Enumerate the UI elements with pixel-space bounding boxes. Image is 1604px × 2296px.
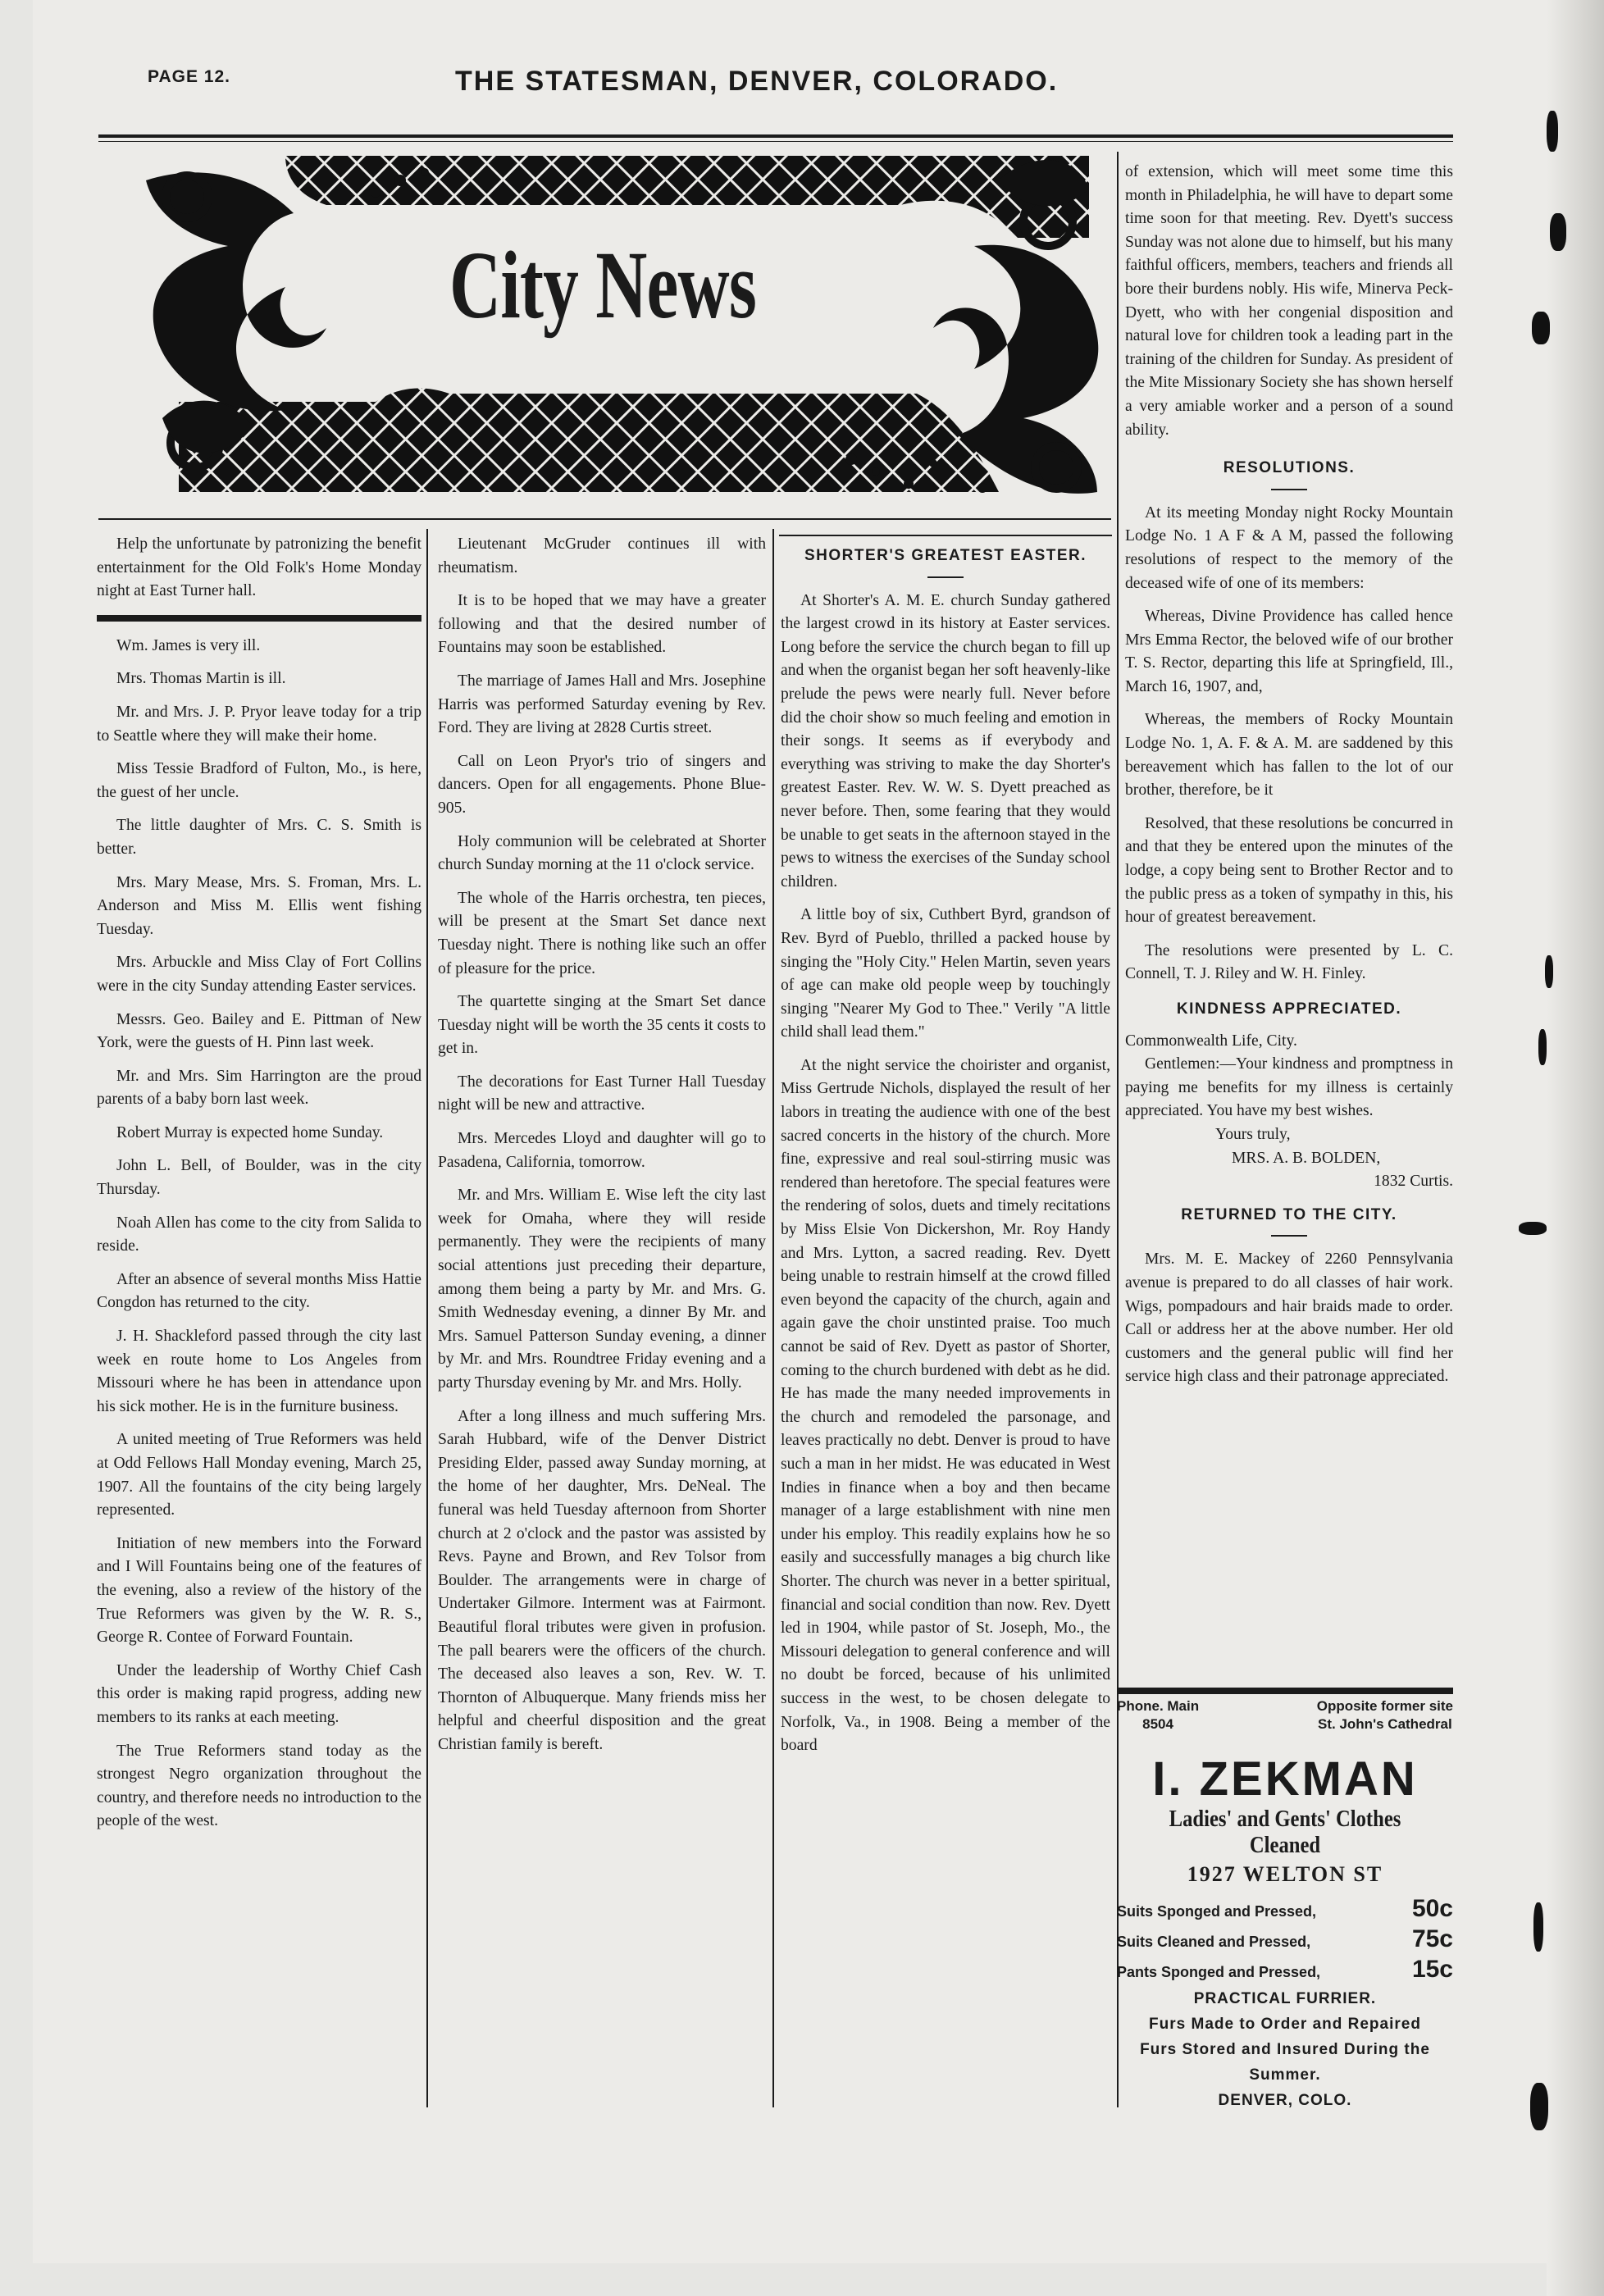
ad-phone: Phone. Main 8504	[1117, 1698, 1200, 1732]
page-edge	[1547, 0, 1604, 2296]
heading-rule	[1271, 1235, 1307, 1237]
article-paragraph: Help the unfortunate by patronizing the benefit entertainment for the Old Folk's Home Monday night at East Turner hall.	[97, 535, 422, 600]
news-item: Wm. James is very ill.	[116, 636, 261, 654]
article-paragraph: A little boy of six, Cuthbert Byrd, grandson of Rev. Byrd of Pueblo, thrilled a packed house by singing the "Holy City." Helen Martin, seven years of age can make old people weep by touchingly singing "Nearer My God to Thee." Verily "A little child shall lead them."	[781, 906, 1110, 1041]
news-item: Mr. and Mrs. Sim Harrington are the proud parents of a baby born last week.	[97, 1067, 422, 1109]
masthead-rule-thin	[98, 141, 1453, 142]
news-item: Under the leadership of Worthy Chief Cash this order is making rapid progress, adding new members to its ranks at each meeting.	[97, 1661, 422, 1726]
ad-furs-line: Furs Made to Order and Repaired	[1149, 2016, 1421, 2033]
news-item: The decorations for East Turner Hall Tuesday night will be new and attractive.	[438, 1073, 766, 1114]
news-item: John L. Bell, of Boulder, was in the city Thursday.	[97, 1157, 422, 1199]
news-item: Mrs. Mercedes Lloyd and daughter will go to Pasadena, California, tomorrow.	[438, 1130, 766, 1171]
section-rule	[97, 615, 422, 622]
article-paragraph: The resolutions were presented by L. C. Connell, T. J. Riley and W. H. Finley.	[1125, 941, 1453, 983]
ad-location: Opposite former site St. John's Cathedral	[1316, 1698, 1453, 1732]
ad-tagline: Ladies' and Gents' Clothes Cleaned	[1169, 1806, 1401, 1858]
ad-city: DENVER, COLO.	[1218, 2092, 1352, 2109]
banner-title: City News	[449, 231, 757, 339]
heading-rule	[927, 576, 964, 578]
news-item: Noah Allen has come to the city from Salida to reside.	[97, 1214, 422, 1255]
news-item: Robert Murray is expected home Sunday.	[116, 1123, 384, 1141]
column-divider	[772, 529, 774, 2107]
binding-hole-mark	[1545, 955, 1553, 988]
letter-closing: Yours truly,	[1215, 1125, 1291, 1143]
binding-hole-mark	[1550, 213, 1566, 251]
article-paragraph: Whereas, the members of Rocky Mountain Lodge No. 1, A. F. & A. M. are saddened by this bereavement which has fallen to the lot of our brother, therefore, be it	[1125, 711, 1453, 800]
news-item: Holy communion will be celebrated at Shorter church Sunday morning at the 11 o'clock service.	[438, 832, 766, 874]
returned-heading: RETURNED TO THE CITY.	[1181, 1205, 1397, 1223]
news-item: The whole of the Harris orchestra, ten pieces, will be present at the Smart Set dance next Tuesday night. There is nothing like such an offer of pleasure for the price.	[438, 889, 766, 977]
ad-street: 1927 WELTON ST	[1187, 1862, 1383, 1886]
ad-top-rule	[1117, 1688, 1453, 1694]
masthead-rule	[98, 134, 1453, 138]
ad-furrier: PRACTICAL FURRIER.	[1193, 1990, 1377, 2007]
ad-contact-row	[1117, 1697, 1453, 1733]
news-item: A united meeting of True Reformers was held at Odd Fellows Hall Monday evening, March 25, 1907. All the fountains of the city being largely represented.	[97, 1431, 422, 1519]
news-item: After a long illness and much suffering Mrs. Sarah Hubbard, wife of the Denver District Presiding Elder, passed away Sunday morning, at the home of her daughter, Mrs. DeNeal. The funeral was held Tuesday afternoon from Shorter church at 2 o'clock and the pastor was assisted by Revs. Payne and Brown, and Rev Tolsor from Boulder. The arrangements were in charge of Undertaker Gilmore. Interment was at Fairmont. Beautiful floral tributes were given in profusion. The pall bearers were the officers of the church. The deceased also leaves a son, Rev. W. T. Thornton of Albuquerque. Many friends miss her helpful and cheerful disposition and the great Christian family is bereft.	[438, 1407, 766, 1753]
news-item: Mr. and Mrs. William E. Wise left the city last week for Omaha, where they will reside permanently. They were the recipients of many social attentions just preceding their departure, among them being a party by Mr. and Mrs. G. Smith Wednesday evening, a dinner By Mr. and Mrs. Samuel Patterson Sunday evening, a dinner by Mr. and Mrs. Roundtree Friday evening and a party Thursday evening by Mr. and Mrs. Holly.	[438, 1187, 766, 1392]
news-item: Mrs. Arbuckle and Miss Clay of Fort Collins were in the city Sunday attending Easter services.	[97, 954, 422, 995]
ad-furs-line: Summer.	[1249, 2066, 1321, 2084]
column-4	[1125, 161, 1453, 1399]
article-paragraph: At Shorter's A. M. E. church Sunday gathered the largest crowd in its history at Easter services. Long before the service the church began to fill up and when the organist began her soft heavenly-like prelude the pews were nearly full. Never before did the choir show so much feeling and emotion in their songs. It seems as if everybody and everything was striving to make the day Shorter's greatest Easter. Rev. W. W. S. Dyett preached as never before. Then, some fearing that they would be unable to get seats in the afternoon stayed in the pews to witness the exercises of the Sunday school children.	[781, 591, 1110, 891]
article-continuation: of extension, which will meet some time this month in Philadelphia, he will have to depart some time soon for that meeting. Rev. Dyett's success Sunday was not alone due to himself, but his many faithful officers, members, teachers and friends all bore their burdens nobly. His wife, Minerva Peck-Dyett, who with her congenial disposition and natural love for children took a leading part in the training of the children for Sunday. As president of the Mite Missionary Society she has shown herself a very amiable worker and a person of a sound ability.	[1125, 163, 1453, 439]
news-item: Initiation of new members into the Forward and I Will Fountains being one of the features of the evening, also a review of the history of the True Reformers was given by the W. R. S., George R. Contee of Forward Fountain.	[97, 1534, 422, 1647]
news-item: The marriage of James Hall and Mrs. Josephine Harris was performed Saturday evening by Rev. Ford. They are living at 2828 Curtis street.	[438, 672, 766, 737]
city-news-banner	[130, 148, 1114, 508]
news-item: Miss Tessie Bradford of Fulton, Mo., is here, the guest of her uncle.	[97, 760, 422, 801]
news-item: The little daughter of Mrs. C. S. Smith is better.	[97, 817, 422, 858]
ad-price-row: Pants Sponged and Pressed, 15c	[1117, 1956, 1453, 1983]
news-item: Messrs. Geo. Bailey and E. Pittman of New York, were the guests of H. Pinn last week.	[97, 1010, 422, 1052]
article-paragraph: Whereas, Divine Providence has called hence Mrs Emma Rector, the beloved wife of our brother T. S. Rector, departing this life at Springfield, Ill., March 16, 1907, and,	[1125, 608, 1453, 695]
binding-hole-mark	[1538, 1029, 1547, 1065]
binding-hole-mark	[1530, 2083, 1548, 2130]
news-item: Call on Leon Pryor's trio of singers and dancers. Open for all engagements. Phone Blue-905.	[438, 752, 766, 817]
binding-hole-mark	[1547, 111, 1558, 152]
news-item: Mrs. Mary Mease, Mrs. S. Froman, Mrs. L. Anderson and Miss M. Ellis went fishing Tuesday.	[97, 873, 422, 938]
binding-hole-mark	[1532, 312, 1550, 344]
news-item: The quartette singing at the Smart Set dance Tuesday night will be worth the 35 cents it costs to get in.	[438, 993, 766, 1058]
letter-body: Gentlemen:—Your kindness and promptness in paying me benefits for my illness is certainly appreciated. You have my best wishes.	[1125, 1055, 1453, 1120]
column-rule	[779, 535, 1112, 536]
news-item: Mr. and Mrs. J. P. Pryor leave today for a trip to Seattle where they will make their home.	[97, 703, 422, 745]
binding-hole-mark	[1519, 1222, 1547, 1235]
article-paragraph: Mrs. M. E. Mackey of 2260 Pennsylvania avenue is prepared to do all classes of hair work. Wigs, pompadours and hair braids made to order. Call or address her at the above number. Her old customers and the general public will find her service high class and their patronage appreciated.	[1125, 1250, 1453, 1386]
article-heading: SHORTER'S GREATEST EASTER.	[804, 547, 1087, 564]
resolutions-heading: RESOLUTIONS.	[1223, 459, 1356, 477]
masthead: THE STATESMAN, DENVER, COLORADO.	[455, 66, 1059, 97]
ad-price-row: Suits Cleaned and Pressed, 75c	[1117, 1925, 1453, 1952]
news-item: After an absence of several months Miss Hattie Congdon has returned to the city.	[97, 1270, 422, 1312]
news-item: J. H. Shackleford passed through the city last week en route home to Los Angeles from Missouri where he has been in attendance upon his sick mother. He is in the furniture business.	[97, 1328, 422, 1415]
ad-furs-line: Furs Stored and Insured During the	[1140, 2041, 1430, 2058]
zekman-advertisement	[1117, 1697, 1453, 2113]
letter-signature: MRS. A. B. BOLDEN,	[1232, 1149, 1381, 1167]
column-top-rule	[98, 518, 1111, 520]
page-number: PAGE 12.	[148, 67, 230, 86]
kindness-heading: KINDNESS APPRECIATED.	[1176, 1000, 1402, 1018]
column-1	[97, 533, 422, 1843]
news-item: The True Reformers stand today as the strongest Negro organization throughout the country, and therefore needs no introduction to the people of the west.	[97, 1742, 422, 1830]
letter-signature-address: 1832 Curtis.	[1374, 1173, 1453, 1191]
ad-price-row: Suits Sponged and Pressed, 50c	[1117, 1895, 1453, 1922]
news-item: Lieutenant McGruder continues ill with rheumatism.	[438, 535, 766, 576]
column-divider	[426, 529, 428, 2107]
article-paragraph: Resolved, that these resolutions be concurred in and that they be entered upon the minutes of the lodge, a copy being sent to Brother Rector and to the public press as a token of sympathy in this, his hour of greatest bereavement.	[1125, 814, 1453, 927]
news-item: It is to be hoped that we may have a greater following and that the desired number of Fountains may soon be established.	[438, 592, 766, 657]
heading-rule	[1271, 489, 1307, 490]
article-paragraph: At the night service the choirister and organist, Miss Gertrude Nichols, displayed the result of her labors in treating the audience with one of the best sacred concerts in the history of the church. More fine, expressive and real soul-stirring music was rendered than heretofore. The special features were the rendering of solos, duets and timely recitations by Miss Elsie Von Dickershon, Mr. Roy Handy and Mrs. Lytton, a sacred reading. Rev. Dyett being unable to restrain himself at the crowd filled even beyond the capacity of the church, again and again gave the choir unstinted praise. Too much cannot be said of Rev. Dyett as pastor of Shorter, coming to the church burdened with debt as he did. He has made the many needed improvements in the church and remodeled the parsonage, and leaves practically no debt. Denver is proud to have such a man in her midst. He was educated in West Indies in finance when a boy and then became manager of a large establishment with nine men under his employ. This readily explains how he so easily and successfully manages a big church like Shorter. The church was never in a better spiritual, financial and social condition than now. Rev. Dyett led in 1904, while pastor of St. Joseph, Mo., the Missouri delegation to general conference and will no doubt be forced, because of his unlimited success in the west, to be chosen delegate to Norfolk, Va., in 1908. Being a member of the board	[781, 1056, 1110, 1755]
news-item: Mrs. Thomas Martin is ill.	[116, 670, 286, 688]
column-2	[438, 533, 766, 1767]
binding-hole-mark	[1533, 1902, 1543, 1952]
ad-business-name: I. ZEKMAN	[1152, 1752, 1418, 1806]
column-3	[781, 544, 1110, 1768]
letter-address: Commonwealth Life, City.	[1125, 1032, 1297, 1050]
article-paragraph: At its meeting Monday night Rocky Mountain Lodge No. 1 A F & A M, passed the following resolutions of respect to the memory of the deceased wife of one of its members:	[1125, 503, 1453, 592]
